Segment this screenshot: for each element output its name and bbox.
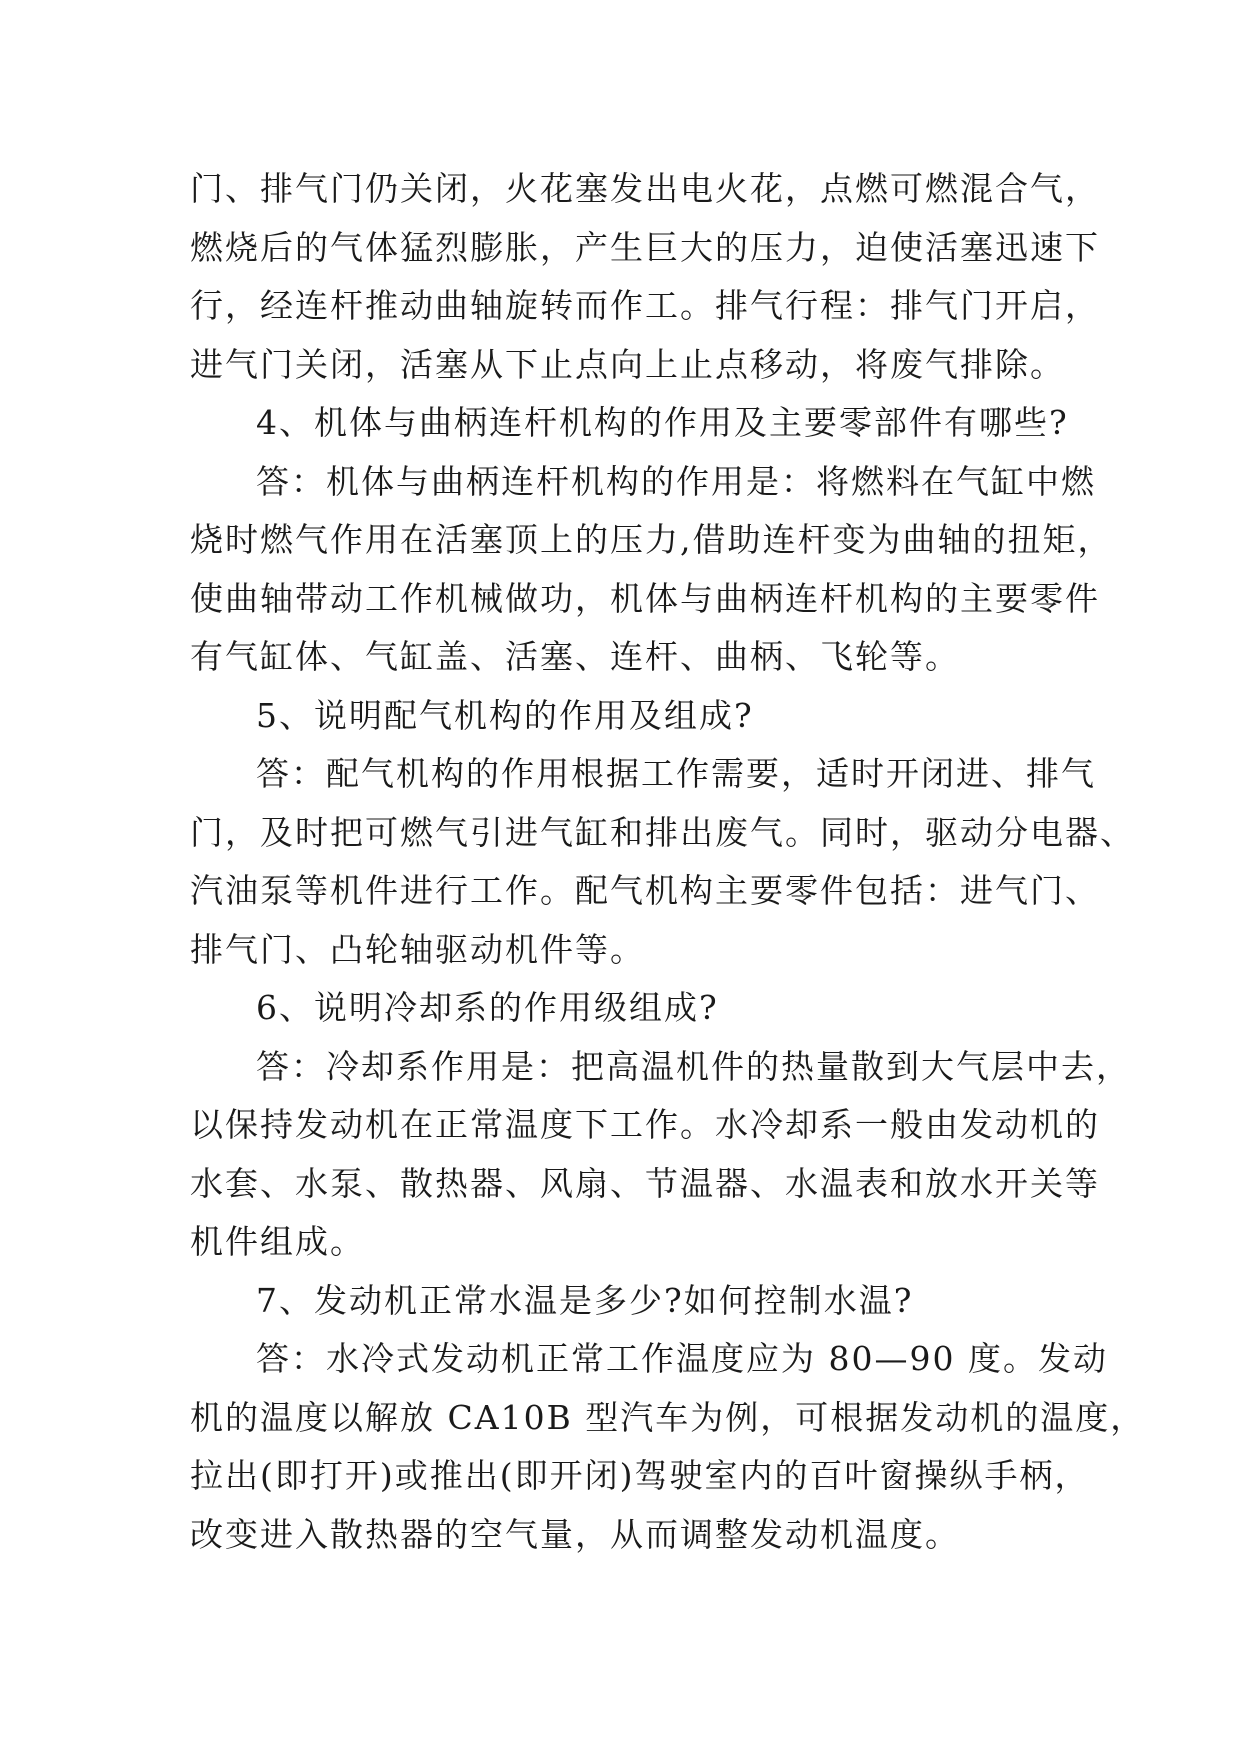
- text-line: 燃烧后的气体猛烈膨胀，产生巨大的压力，迫使活塞迅速下: [190, 227, 1100, 267]
- answer-7: [190, 1330, 1146, 1564]
- document-body: [190, 160, 1146, 1564]
- text-line: 进气门关闭，活塞从下止点向上止点移动，将废气排除。: [190, 344, 1065, 384]
- text-line: 行，经连杆推动曲轴旋转而作工。排气行程：排气门开启，: [190, 286, 1100, 325]
- text-line: 答：冷却系作用是：把高温机件的热量散到大气层中去，: [256, 1046, 1131, 1086]
- text-line: 6、说明冷却系的作用级组成?: [256, 988, 719, 1027]
- text-line: 答：机体与曲柄连杆机构的作用是：将燃料在气缸中燃: [256, 461, 1096, 501]
- text-line: 机件组成。: [190, 1222, 365, 1261]
- question-6: [190, 979, 1070, 1038]
- question-5: [190, 687, 1070, 746]
- text-line: 4、机体与曲柄连杆机构的作用及主要零部件有哪些?: [256, 403, 1069, 442]
- answer-4: [190, 453, 1113, 687]
- text-line: 门，及时把可燃气引进气缸和排出废气。同时，驱动分电器、: [190, 812, 1135, 852]
- question-7: [190, 1272, 1070, 1331]
- text-line: 5、说明配气机构的作用及组成?: [256, 695, 754, 735]
- text-line: 有气缸体、气缸盖、活塞、连杆、曲柄、飞轮等。: [190, 637, 960, 676]
- question-4: [190, 394, 1070, 453]
- answer-6: [190, 1038, 1131, 1272]
- paragraph-continuation: [190, 160, 1100, 394]
- text-line: 改变进入散热器的空气量，从而调整发动机温度。: [190, 1514, 960, 1554]
- text-line: 门、排气门仍关闭，火花塞发出电火花，点燃可燃混合气，: [190, 169, 1100, 208]
- text-line: 拉出(即打开)或推出(即开闭)驾驶室内的百叶窗操纵手柄，: [190, 1456, 1090, 1495]
- answer-5: [190, 745, 1135, 979]
- text-line: 7、发动机正常水温是多少?如何控制水温?: [256, 1280, 914, 1320]
- text-line: 水套、水泵、散热器、风扇、节温器、水温表和放水开关等: [190, 1163, 1100, 1203]
- text-line: 使曲轴带动工作机械做功，机体与曲柄连杆机构的主要零件: [190, 578, 1100, 618]
- text-line: 烧时燃气作用在活塞顶上的压力,借助连杆变为曲轴的扭矩，: [190, 520, 1113, 559]
- text-line: 以保持发动机在正常温度下工作。水冷却系一般由发动机的: [190, 1105, 1100, 1144]
- text-line: 答：配气机构的作用根据工作需要，适时开闭进、排气: [256, 754, 1096, 793]
- text-line: 汽油泵等机件进行工作。配气机构主要零件包括：进气门、: [190, 871, 1100, 910]
- text-line: 答：水冷式发动机正常工作温度应为 80—90 度。发动: [256, 1339, 1108, 1378]
- text-line: 排气门、凸轮轴驱动机件等。: [190, 929, 645, 969]
- text-line: 机的温度以解放 CA10B 型汽车为例，可根据发动机的温度，: [190, 1397, 1146, 1437]
